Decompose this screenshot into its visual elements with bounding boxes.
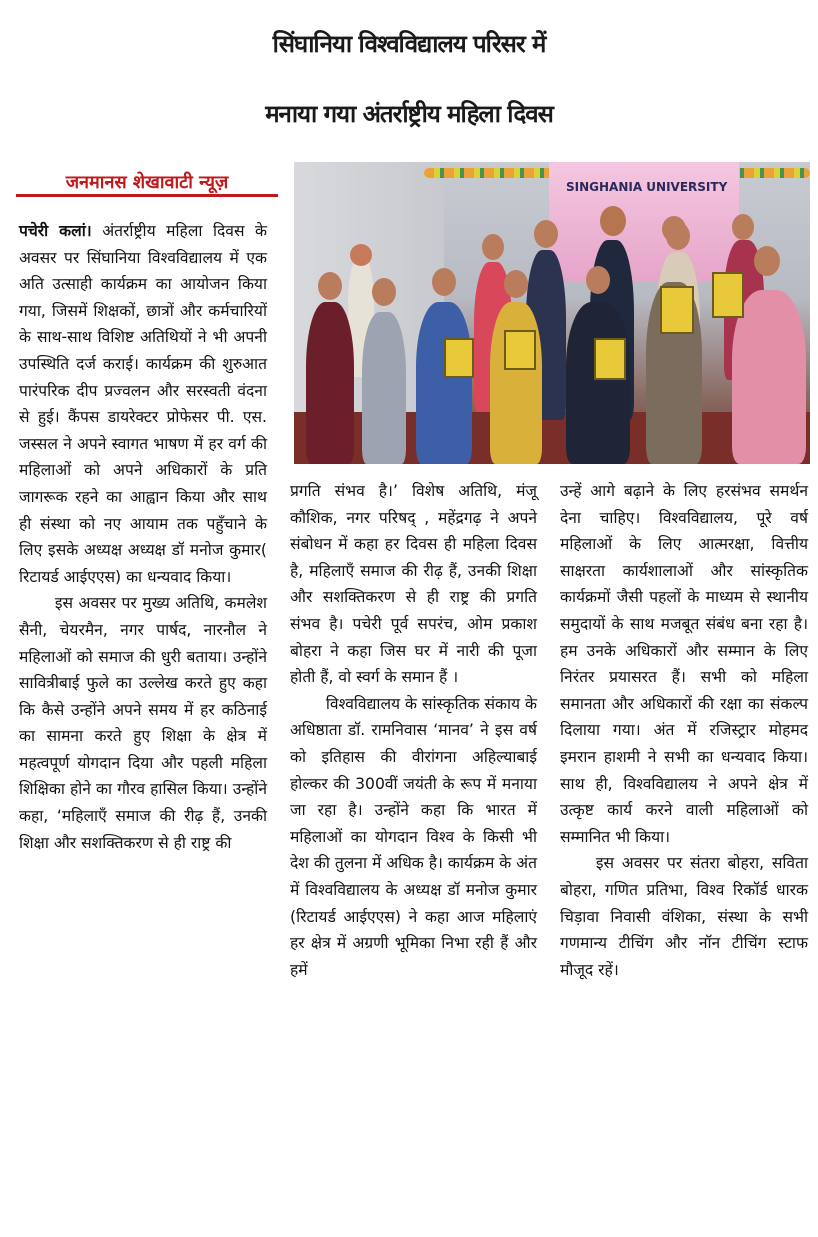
photo-person [362,312,406,464]
photo-person-head [482,234,504,260]
photo-certificate [594,338,626,380]
event-photo [294,162,810,464]
byline-underline [16,194,278,197]
photo-person-head [662,216,686,242]
headline-line-2: मनाया गया अंतर्राष्ट्रीय महिला दिवस [265,100,553,128]
photo-person [416,302,472,464]
paragraph-text: अंतर्राष्ट्रीय महिला दिवस के अवसर पर सिंघानिया विश्वविद्यालय में एक अति उत्साही कार्यक्रम का आयोजन किया गया, जिसमें शिक्षकों, छात्रों और कर्मचारियों के साथ-साथ विशिष्ट अतिथियों ने भी अपनी उपस्थिति दर्ज कराई। कार्यक्रम की शुरुआत पारंपरिक दीप प्रज्वलन और सरस्वती वंदना से हुई। कैंपस डायरेक्टर प्रोफेसर पी. एस. जस्सल ने अपने स्वागत भाषण में हर वर्ग की महिलाओं को अपने अधिकारों के प्रति जागरूक रहने का आह्वान किया और साथ ही संस्था को नए आयाम तक पहुँचाने के लिए इसके अध्यक्ष अध्यक्ष डॉ मनोज कुमार( रिटायर्ड आईएएस) का धन्यवाद किया। [19,222,268,586]
article-paragraph: विश्वविद्यालय के सांस्कृतिक संकाय के अधिष्ठाता डॉ. रामनिवास ‘मानव’ ने इस वर्ष को इतिहास की वीरांगना अहिल्याबाई होल्कर की 300वीं जयंती के रूप में मनाया जा रहा है। उन्होंने कहा कि भारत में महिलाओं का योगदान विश्व के किसी भी देश की तुलना में अधिक है। कार्यक्रम के अंत में विश्वविद्यालय के अध्यक्ष डॉ मनोज कुमार (रिटायर्ड आईएएस) ने कहा आज महिलाएं हर क्षेत्र में अग्रणी भूमिका निभा रही हैं और हमें [290,694,537,979]
photo-certificate [712,272,744,318]
photo-person-head [732,214,754,240]
article-paragraph [19,218,267,590]
photo-person-head [372,278,396,306]
photo-certificate [504,330,536,370]
photo-person-head [350,244,372,266]
article-paragraph: इस अवसर पर संतरा बोहरा, सविता बोहरा, गणित प्रतिभा, विश्व रिकॉर्ड धारक चिड़ावा निवासी वंशिका, संस्था के सभी गणमान्य टीचिंग और नॉन टीचिंग स्टाफ मौजूद रहें। [560,854,808,979]
article-column-2 [290,478,537,1228]
photo-person [566,302,630,464]
article-paragraph: इस अवसर पर मुख्य अतिथि, कमलेश सैनी, चेयरमैन, नगर पार्षद, नारनौल ने महिलाओं को समाज की धुरी बताया। उन्होंने सावित्रीबाई फुले का उल्लेख करते हुए कहा कि कैसे उन्होंने अपने समय में हर कठिनाई का सामना करते हुए शिक्षा के क्षेत्र में महत्वपूर्ण योगदान दिया और पहली महिला शिक्षिका होने का गौरव हासिल किया। उन्होंने कहा, ‘महिलाएँ समाज की रीढ़ हैं, उनकी शिक्षा और सशक्तिकरण से ही राष्ट्र की [19,594,267,852]
photo-person-head [318,272,342,300]
photo-person-head [534,220,558,248]
photo-person-head [600,206,626,236]
photo-banner-text: SINGHANIA UNIVERSITY [566,180,728,194]
dateline: पचेरी कलां। [19,222,92,240]
photo-person [306,302,354,464]
photo-person-head [754,246,780,276]
photo-person-head [504,270,528,298]
article-column-1 [19,218,267,1228]
article-paragraph: प्रगति संभव है।’ विशेष अतिथि, मंजू कौशिक, नगर परिषद् , महेंद्रगढ़ ने अपने संबोधन में कहा हर दिवस ही महिला दिवस है, महिलाएँ समाज की रीढ़ हैं, उनकी शिक्षा और सशक्तिकरण से ही राष्ट्र की प्रगति संभव है। पचेरी पूर्व सपरंच, ओम प्रकाश बोहरा ने कहा जिस घर में नारी की पूजा होती हैं, वो स्वर्ग के समान हैं । [290,482,537,687]
photo-certificate [660,286,694,334]
headline-line-1: सिंघानिया विश्वविद्यालय परिसर में [272,30,546,58]
photo-certificate [444,338,474,378]
photo-person [490,302,542,464]
photo-person-head [432,268,456,296]
byline: जनमानस शेखावाटी न्यूज़ [65,172,229,193]
article-column-3 [560,478,808,1228]
photo-person-head [586,266,610,294]
article-paragraph: उन्हें आगे बढ़ाने के लिए हरसंभव समर्थन देना चाहिए। विश्वविद्यालय, पूरे वर्ष महिलाओं के लिए आत्मरक्षा, वित्तीय साक्षरता कार्यशालाओं और सांस्कृतिक कार्यक्रमों जैसी पहलों के माध्यम से स्थानीय समुदायों के साथ मजबूत संबंध बना रहा है। हम उनके अधिकारों और सम्मान के लिए निरंतर प्रयासरत हैं। सभी को महिला समानता और अधिकारों की रक्षा का संकल्प दिलाया गया। अंत में रजिस्ट्रार मोहमद इमरान हाशमी ने सभी का धन्यवाद किया। साथ ही, विश्वविद्यालय ने अपने क्षेत्र में उत्कृष्ट कार्य करने वाली महिलाओं को सम्मानित भी किया। [560,482,808,846]
